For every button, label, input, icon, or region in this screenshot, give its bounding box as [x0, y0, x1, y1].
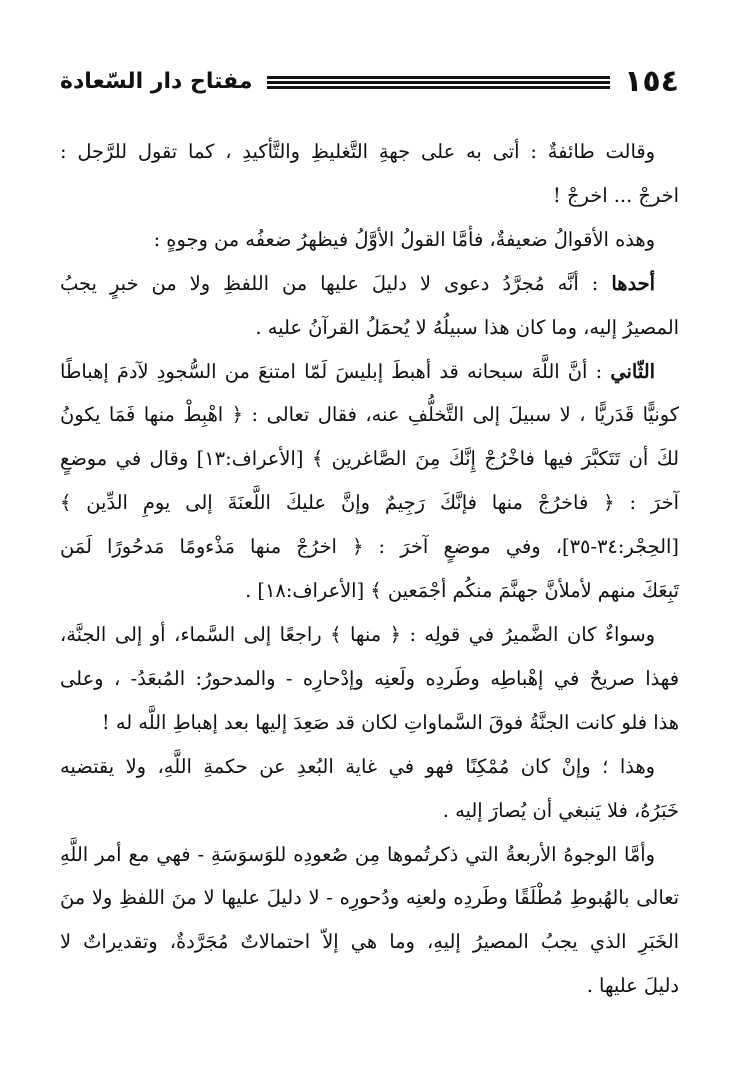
paragraph	[60, 833, 679, 1009]
header-rule	[267, 76, 611, 89]
text-line: [الحِجْر:٣٤-٣٥]، وفي موضعٍ آخرَ : ﴿ اخرُجْ منها مَذْءومًا مَدحُورًا لَمَن	[60, 535, 679, 559]
text-run: : أنَّ اللَّهَ سبحانه قد أهبطَ إبليسَ لَمّا امتنعَ من السُّجودِ لآدمَ إهباطًا	[60, 359, 611, 383]
paragraph	[60, 218, 679, 262]
text-line: هذا فلو كانت الجنَّةُ فوقَ السَّماواتِ لكان قد صَعِدَ إليها بعد إهباطِ اللَّه له !	[101, 710, 679, 734]
page-header	[60, 60, 679, 104]
text-line: وهذه الأقوالُ ضعيفةٌ، فأمَّا القولُ الأوَّلُ فيظهرُ ضعفُه من وجوهٍ :	[153, 227, 655, 251]
page-number: ١٥٤	[624, 64, 679, 99]
section-lead: أحدها	[611, 271, 655, 295]
text-line: خَبَرُهُ، فلا يَنبغي أن يُصارَ إليه .	[442, 798, 679, 822]
paragraph	[60, 130, 679, 218]
paragraph	[60, 745, 679, 833]
page-body	[60, 130, 679, 1008]
text-line: فهذا صريحٌ في إهْباطِه وطَردِه ولَعنِه وإدْحارِه - والمدحورُ: المُبعَدُ- ، وعلى	[60, 666, 679, 690]
text-line: المصيرُ إليه، وما كان هذا سبيلُهُ لا يُحمَلُ القرآنُ عليه .	[255, 315, 679, 339]
text-line: تَبِعَكَ منهم لأملأنَّ جهنَّمَ منكُم أجْمَعين ﴾ [الأعراف:١٨] .	[245, 579, 679, 603]
text-line: الخَبَرِ الذي يجبُ المصيرُ إليهِ، وما هي إلاّ احتمالاتٌ مُجَرَّدةٌ، وتقديراتٌ لا	[60, 930, 679, 954]
text-line: وسواءٌ كان الضَّميرُ في قولِه : ﴿ منها ﴾ راجعًا إلى السَّماء، أو إلى الجنَّة،	[60, 622, 655, 646]
text-line: دليلَ عليها .	[586, 974, 679, 998]
text-line: وقالت طائفةٌ : أتى به على جهةِ التَّغليظِ والتَّأكيدِ ، كما تقول للرَّجل :	[60, 140, 655, 163]
text-line: وأمَّا الوجوهُ الأربعةُ التي ذكرتُموها مِن صُعودِه للوَسوَسَةِ - فهي مع أمر اللَّهِ	[60, 842, 655, 866]
text-run: : أنَّه مُجرَّدُ دعوى لا دليلَ عليها من اللفظِ ولا من خبرٍ يجبُ	[60, 271, 612, 295]
running-title: مفتاح دار السّعادة	[60, 69, 253, 94]
text-line	[60, 262, 679, 306]
text-line	[60, 350, 679, 394]
text-line: اخرجْ ... اخرجْ !	[553, 183, 679, 207]
section-lead: الثّاني	[610, 359, 655, 383]
paragraph	[60, 350, 679, 613]
text-line: تعالى بالهُبوطِ مُطْلَقًا وطَردِه ولعنِه ودُحورِه - لا دليلَ عليها لا منَ اللفظِ ولا منَ	[60, 886, 679, 910]
text-line: وهذا ؛ وإنْ كان مُمْكِنًا فهو في غاية البُعدِ عن حكمةِ اللَّهِ، ولا يقتضيه	[60, 754, 655, 778]
paragraph	[60, 262, 679, 350]
text-line: لكَ أن تَتَكبَّرَ فيها فاخْرُجْ إِنَّكَ مِنَ الصَّاغرين ﴾ [الأعراف:١٣] وقال في موضعٍ	[60, 447, 679, 471]
paragraph	[60, 613, 679, 745]
text-line: كونيًّا قَدَريًّا ، لا سبيلَ إلى التَّخلُّفِ عنه، فقال تعالى : ﴿ اهْبِطْ منها فَمَا يكونُ	[60, 403, 679, 427]
text-line: آخرَ : ﴿ فاخرُجْ منها فإنَّكَ رَجِيمٌ وإنَّ عليكَ اللَّعنَةَ إلى يومِ الدِّين ﴾	[60, 491, 679, 515]
